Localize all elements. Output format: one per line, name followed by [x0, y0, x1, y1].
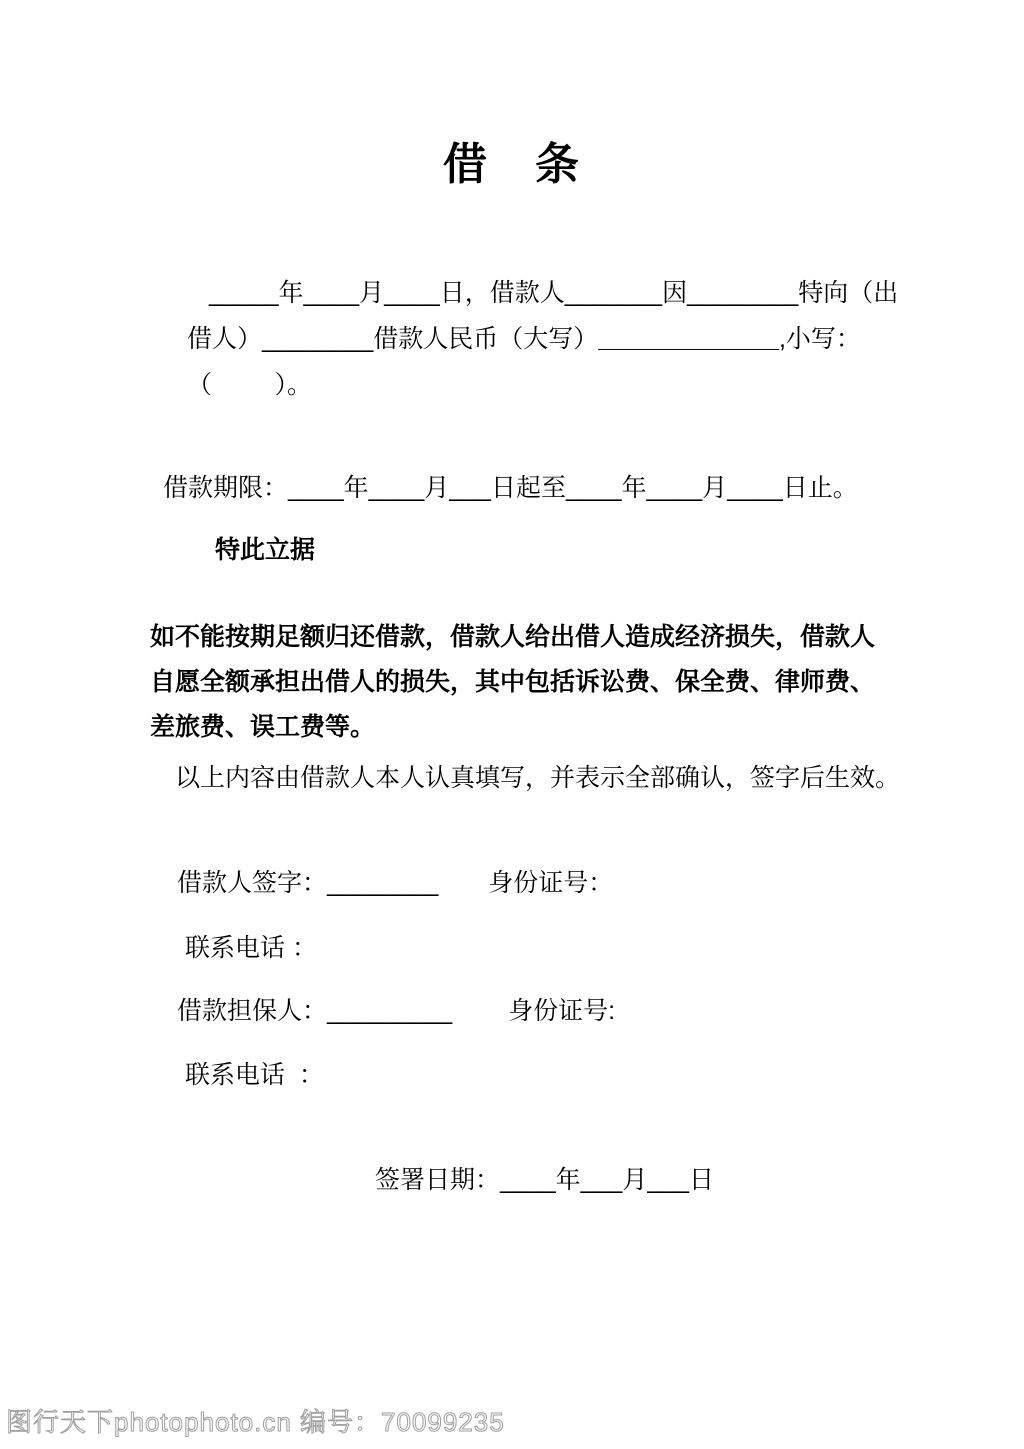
loan-term-line: 借款期限：____年____月___日起至____年____月____日止。 — [163, 474, 858, 502]
guarantor-signature-row — [177, 988, 615, 1034]
breach-clause-line-1: 如不能按期足额归还借款，借款人给出借人造成经济损失，借款人 — [150, 623, 876, 651]
guarantor-phone-row — [185, 1052, 324, 1098]
hereby-statement: 特此立据 — [215, 536, 316, 564]
breach-clause-line-2: 自愿全额承担出借人的损失，其中包括诉讼费、保全费、律师费、 — [150, 668, 876, 696]
opening-paragraph — [187, 270, 917, 408]
signing-date-line: 签署日期：____年___月___日 — [375, 1166, 715, 1194]
opening-line-2-text: 借人）________借款人民币（大写） — [187, 325, 599, 353]
borrower-signature-row — [177, 860, 613, 906]
opening-line-2 — [187, 316, 917, 362]
borrower-signature-label: 借款人签字：________ — [177, 869, 439, 897]
watermark-text: 图行天下photophoto.cn 编号：70099235 — [6, 1407, 505, 1437]
guarantor-id-label: 身份证号: — [508, 997, 616, 1025]
opening-line-2-tail: ,小写： — [778, 325, 861, 353]
breach-clause-line-3: 差旅费、误工费等。 — [150, 713, 376, 741]
confirmation-line: 以上内容由借款人本人认真填写，并表示全部确认，签字后生效。 — [175, 764, 901, 792]
guarantor-signature-label: 借款担保人：_________ — [177, 997, 453, 1025]
guarantor-phone-label: 联系电话 ： — [185, 1061, 324, 1089]
borrower-phone-row — [185, 925, 317, 971]
borrower-phone-label: 联系电话 ： — [185, 934, 317, 962]
borrower-id-label: 身份证号： — [488, 869, 614, 897]
amount-capital-blank: _____________ — [598, 325, 779, 353]
document-title: 借 条 — [443, 140, 581, 189]
opening-line-1: _____年____月____日，借款人_______因________特向（出 — [209, 279, 899, 307]
amount-numeric-blank-line: （ ）。 — [187, 371, 313, 399]
breach-clause-paragraph — [150, 615, 895, 750]
